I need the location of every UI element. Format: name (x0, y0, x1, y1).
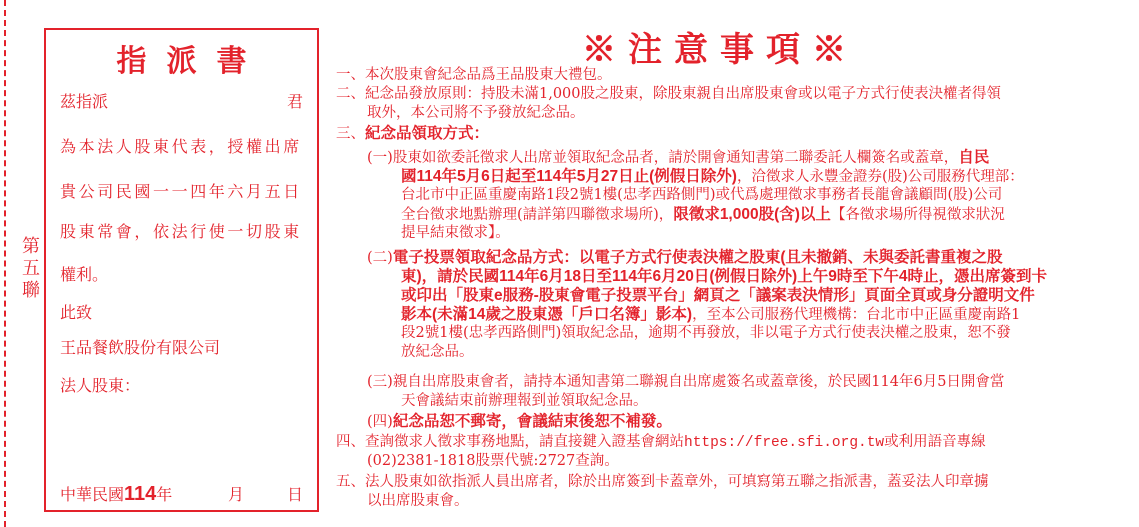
bold-text: 電子投票領取紀念品方式：以電子方式行使表決權之股東(且未撤銷、未與委託書重複之股 (392, 249, 1003, 266)
notice-title: ※注意事項※ (582, 30, 858, 70)
sub-item-4 (367, 412, 672, 432)
text: 全台徵求地點辦理(請詳第四聯徵求場所)， (401, 207, 674, 223)
item-number: 三、 (336, 126, 365, 142)
notice-item-5-line-2: 以出席股東會。 (367, 493, 469, 509)
bold-text: 東)，請於民國114年6月18日至114年6月20日(例假日除外)上午9時至下午4時止，憑出席簽到卡 (401, 268, 1047, 285)
notice-item-4-line-1 (336, 433, 986, 453)
proxy-corporate-shareholder-label: 法人股東： (60, 376, 141, 395)
notice-item-1: 一、本次股東會紀念品爲王品股東大禮包。 (336, 67, 612, 83)
sub-item-2-line-6: 放紀念品。 (401, 344, 474, 360)
date-prefix: 中華民國 (60, 485, 125, 504)
notice-item-4-line-2: (02)2381-1818股票代號:2727查詢。 (367, 453, 619, 469)
bold-text: 國114年5月6日起至114年5月27日止(例假日除外) (401, 168, 737, 185)
text: 四、查詢徵求人徵求事務地點，請直接鍵入證基會網站 (336, 434, 684, 450)
sub-item-1-line-1 (367, 148, 989, 168)
copy-label (20, 236, 42, 302)
bold-text: 限徵求1,000股(含)以上 (673, 206, 831, 223)
sub-item-2-line-3 (401, 286, 1035, 306)
proxy-form (44, 28, 319, 512)
text: (一)股東如欲委託徵求人出席並領取紀念品者，請於開會通知書第二聯委託人欄簽名或蓋章， (367, 150, 959, 166)
sub-item-2-line-5: 段2號1樓(忠孝西路側門)領取紀念品，逾期不再發放，非以電子方式行使表決權之股東，恕不發 (401, 325, 1011, 341)
notice-item-5-line-1: 五、法人股東如欲指派人員出席者，除於出席簽到卡蓋章外，可填寫第五聯之指派書，蓋妥法人印章擄 (336, 474, 989, 490)
bold-text: 影本(未滿14歲之股東憑「戶口名簿」影本) (401, 306, 693, 323)
sub-item-1-line-3: 台北市中正區重慶南路1段2號1樓(忠孝西路側門)或代爲處理徵求事務者長龍會議顧問(股)公司 (401, 187, 1003, 203)
copy-label-char: 五 (22, 258, 40, 279)
notice-item-2-line-2: 取外，本公司將不予發放紀念品。 (367, 105, 585, 121)
sfi-website-url: https://free.sfi.org.tw (684, 435, 885, 451)
sub-item-2-line-2 (401, 267, 1047, 287)
proxy-line: 貴公司民國一一四年六月五日 (60, 182, 302, 201)
date-day-label: 日 (286, 485, 303, 504)
text: 或利用語音專線 (884, 434, 986, 450)
proxy-line-appoint: 茲指派 (60, 92, 109, 111)
sub-item-2-line-1 (367, 248, 1003, 268)
date-month-label: 月 (228, 485, 245, 504)
text: 【各徵求場所得視徵求狀況 (830, 207, 1005, 223)
proxy-date-line (60, 482, 303, 506)
sub-item-1-line-4 (401, 205, 1005, 225)
text: (二) (367, 250, 393, 266)
text: (四) (367, 414, 393, 430)
cut-line (4, 0, 6, 527)
text: ，洽徵求人永豐金證券(股)公司服務代理部： (736, 169, 1024, 185)
proxy-line: 此致 (60, 303, 93, 322)
proxy-line: 股東常會，依法行使一切股東 (60, 222, 302, 241)
copy-label-char: 聯 (22, 280, 40, 301)
notice-item-2-line-1: 二、紀念品發放原則：持股未滿1,000股之股東，除股東親自出席股東會或以電子方式行使表決權者得領 (336, 86, 1002, 102)
bold-text: 或印出「股東e服務-股東會電子投票平台」網頁之「議案表決情形」頁面全頁或身分證明文件 (401, 287, 1035, 304)
copy-label-char: 第 (22, 236, 40, 257)
bold-text: 紀念品恕不郵寄，會議結束後恕不補發。 (392, 413, 672, 430)
sub-item-1-line-5: 提早結束徵求】。 (401, 225, 510, 241)
notice-item-3-heading (336, 124, 489, 144)
item-3-title: 紀念品領取方式： (365, 125, 490, 142)
sub-item-3-line-1: (三)親自出席股東會者，請持本通知書第二聯親自出席處簽名或蓋章後，於民國114年6月5日開會當 (367, 374, 1005, 390)
date-year: 114 (124, 483, 157, 505)
proxy-jun-label: 君 (286, 92, 303, 111)
proxy-company-name: 王品餐飲股份有限公司 (60, 338, 221, 357)
sub-item-3-line-2: 天會議結束前辦理報到並領取紀念品。 (401, 393, 648, 409)
proxy-form-title: 指派書 (116, 44, 267, 79)
proxy-line: 為本法人股東代表，授權出席 (60, 137, 302, 156)
sub-item-2-line-4 (401, 305, 1020, 325)
date-nian: 年 (156, 485, 173, 504)
bold-text: 自民 (958, 149, 990, 166)
proxy-line: 權利。 (60, 265, 109, 284)
text: ，至本公司服務代理機構：台北市中正區重慶南路1 (692, 307, 1021, 323)
sub-item-1-line-2 (401, 167, 1024, 187)
